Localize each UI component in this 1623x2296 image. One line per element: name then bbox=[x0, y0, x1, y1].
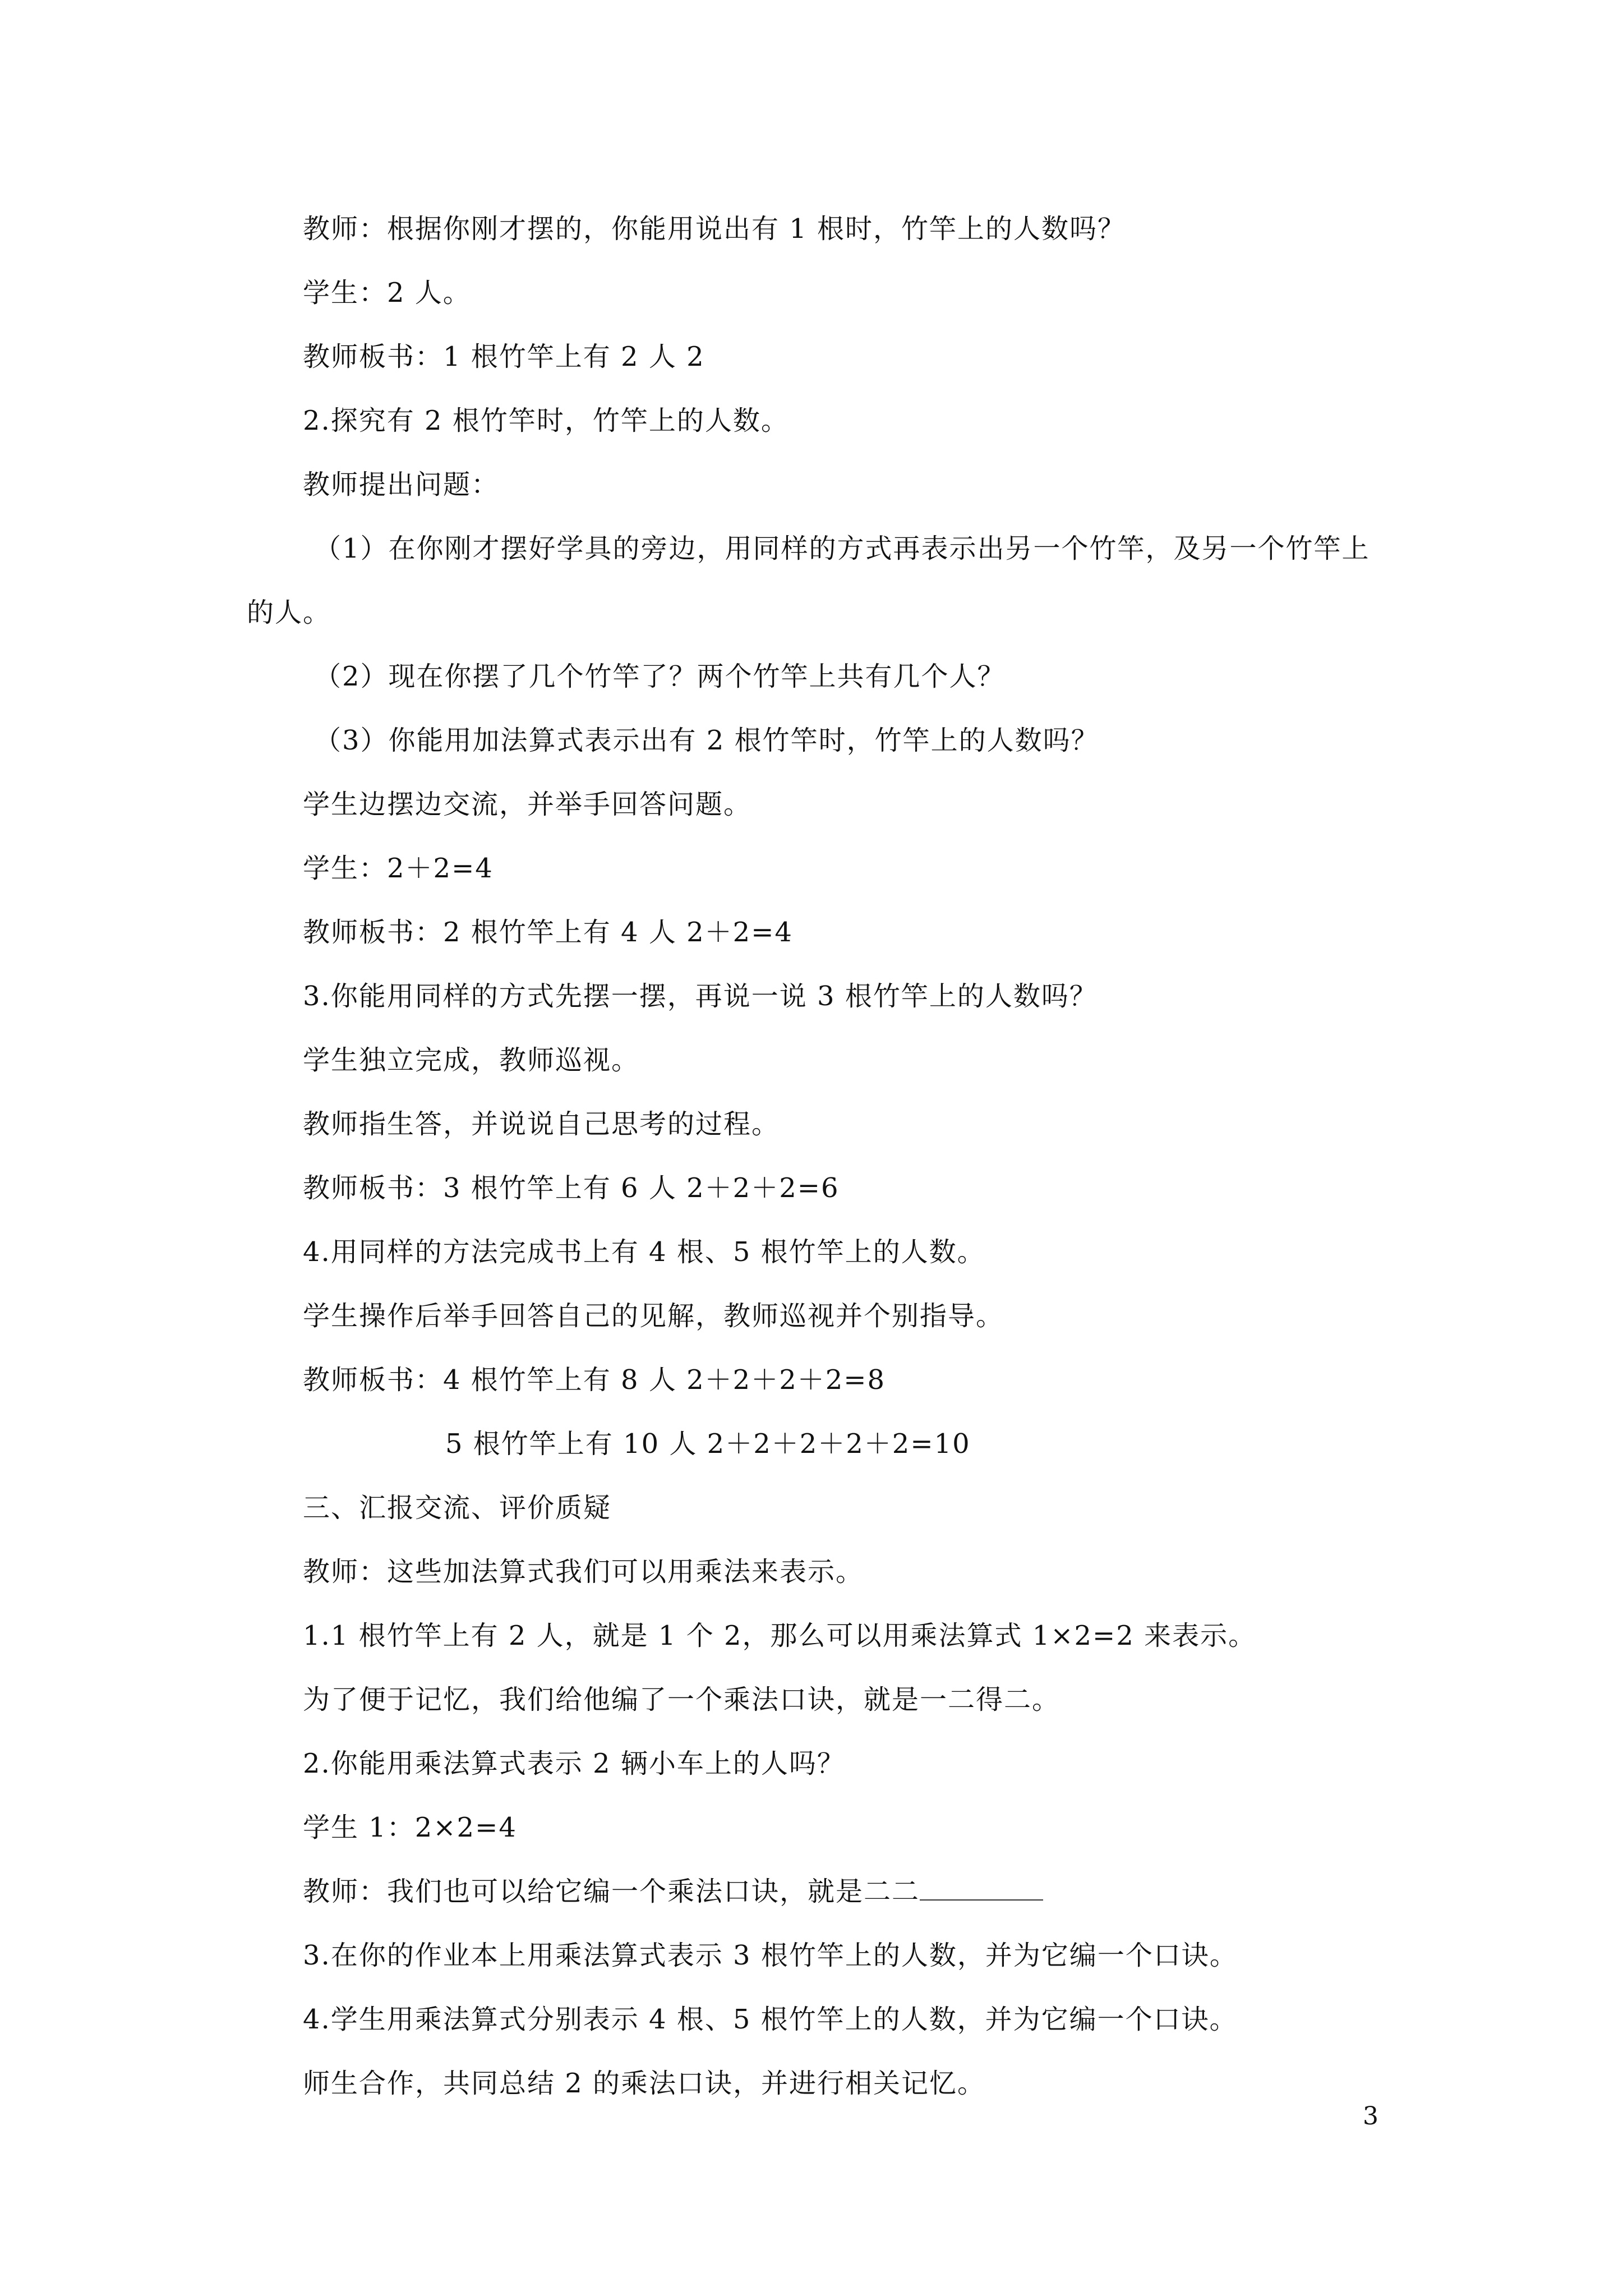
paragraph: （2）现在你摆了几个竹竿了？两个竹竿上共有几个人？ bbox=[314, 661, 1006, 692]
paragraph: 为了便于记忆，我们给他编了一个乘法口诀，就是一二得二。 bbox=[303, 1684, 1061, 1715]
paragraph: 教师板书：3 根竹竿上有 6 人 2＋2＋2=6 bbox=[303, 1172, 840, 1204]
page-number: 3 bbox=[1363, 2102, 1378, 2131]
paragraph: 学生 1：2×2=4 bbox=[303, 1812, 517, 1843]
paragraph: 4.学生用乘法算式分别表示 4 根、5 根竹竿上的人数，并为它编一个口诀。 bbox=[303, 2004, 1238, 2035]
paragraph-continuation: 的人。 bbox=[247, 597, 331, 628]
paragraph: 学生边摆边交流，并举手回答问题。 bbox=[303, 789, 752, 820]
paragraph-indented: 5 根竹竿上有 10 人 2＋2＋2＋2＋2=10 bbox=[445, 1428, 971, 1460]
paragraph: 学生：2＋2=4 bbox=[303, 853, 494, 884]
section-heading: 三、汇报交流、评价质疑 bbox=[303, 1492, 612, 1524]
paragraph: 学生操作后举手回答自己的见解，教师巡视并个别指导。 bbox=[303, 1300, 1004, 1332]
paragraph: 4.用同样的方法完成书上有 4 根、5 根竹竿上的人数。 bbox=[303, 1236, 985, 1268]
paragraph: 学生：2 人。 bbox=[303, 277, 471, 309]
paragraph: 1.1 根竹竿上有 2 人，就是 1 个 2，那么可以用乘法算式 1×2=2 来表示。 bbox=[303, 1620, 1257, 1651]
paragraph: 教师：这些加法算式我们可以用乘法来表示。 bbox=[303, 1556, 864, 1588]
paragraph: 师生合作，共同总结 2 的乘法口诀，并进行相关记忆。 bbox=[303, 2068, 986, 2099]
paragraph: 2.探究有 2 根竹竿时，竹竿上的人数。 bbox=[303, 405, 789, 436]
fill-in-blank bbox=[920, 1877, 1043, 1901]
paragraph: （3）你能用加法算式表示出有 2 根竹竿时，竹竿上的人数吗？ bbox=[314, 725, 1099, 756]
paragraph: 3.在你的作业本上用乘法算式表示 3 根竹竿上的人数，并为它编一个口诀。 bbox=[303, 1940, 1238, 1971]
paragraph: 教师板书：4 根竹竿上有 8 人 2＋2＋2＋2=8 bbox=[303, 1364, 886, 1396]
paragraph: 教师板书：2 根竹竿上有 4 人 2＋2=4 bbox=[303, 917, 793, 948]
paragraph-with-blank bbox=[303, 1875, 1043, 1908]
paragraph: （1）在你刚才摆好学具的旁边，用同样的方式再表示出另一个竹竿，及另一个竹竿上 bbox=[314, 533, 1370, 564]
paragraph: 教师板书：1 根竹竿上有 2 人 2 bbox=[303, 341, 705, 372]
paragraph: 学生独立完成，教师巡视。 bbox=[303, 1045, 640, 1076]
paragraph: 3.你能用同样的方式先摆一摆，再说一说 3 根竹竿上的人数吗？ bbox=[303, 981, 1098, 1012]
paragraph: 教师：根据你刚才摆的，你能用说出有 1 根时，竹竿上的人数吗？ bbox=[303, 213, 1126, 245]
paragraph-text: 教师：我们也可以给它编一个乘法口诀，就是二二 bbox=[303, 1876, 920, 1907]
paragraph: 教师指生答，并说说自己思考的过程。 bbox=[303, 1108, 780, 1140]
paragraph: 2.你能用乘法算式表示 2 辆小车上的人吗？ bbox=[303, 1748, 845, 1779]
paragraph: 教师提出问题： bbox=[303, 469, 500, 500]
